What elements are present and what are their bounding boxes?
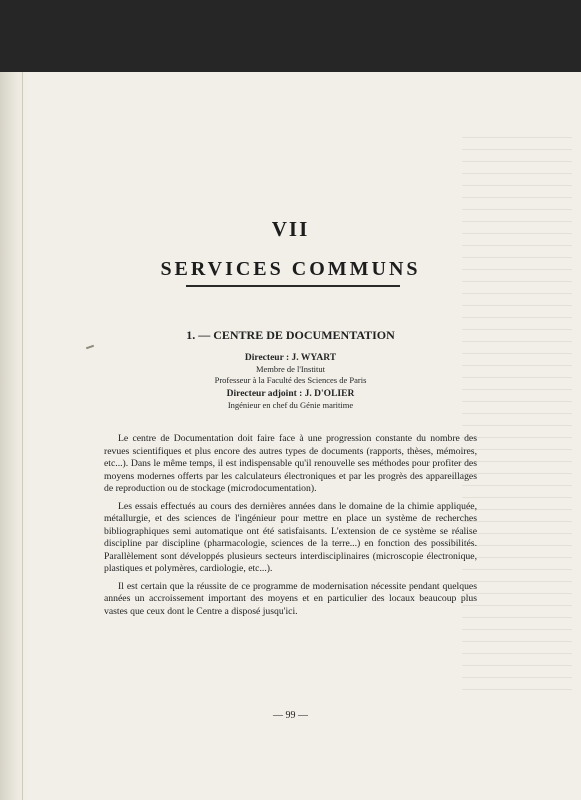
director-line: Professeur à la Faculté des Sciences de Paris [214,375,367,385]
director-credit [0,352,581,386]
deputy-line: Ingénieur en chef du Génie maritime [227,400,354,410]
binding-shadow [0,72,28,800]
page-number: — 99 — [273,710,308,721]
director-role: Directeur : J. WYART [244,353,337,363]
binding-crease [22,72,23,800]
paragraph: Les essais effectués au cours des dernières années dans le domaine de la chimie appliquée, métallurgie, et des sciences de l'ingénieur pour mettre en place un système de recherches bibliographiques semi automatique ont été satisfaisants. L'extension de ce système se réalise discipline par discipline (pharmacologie, sciences de la terre...) en fonction des possibilités. Parallèlement sont développés plusieurs secteurs interdisciplinaires (microscopie électronique, plastiques et polymères, cardiologie, etc...). [104,500,477,574]
section-heading: 1. — CENTRE DE DOCUMENTATION [186,328,395,342]
scanner-background [0,0,581,72]
deputy-role: Directeur adjoint : J. D'OLIER [226,389,355,399]
paragraph: Le centre de Documentation doit faire face à une progression constante du nombre des revues scientifiques et plus encore des autres types de documents (rapports, thèses, mémoires, etc...). Dans le même temps, il est indispensable qu'il renouvelle ses méthodes pour profiter des moyens modernes offerts par les calculateurs électroniques et par les progrès des appareillages de reproduction ou de stockage (microdocumentation). [104,433,477,494]
deputy-credit [0,388,581,411]
paragraph: Il est certain que la réussite de ce programme de modernisation nécessite pendant quelques années un accroissement important des moyens et en particulier des locaux beaucoup plus vastes que ceux dont le Centre a disposé jusqu'ici. [104,580,477,617]
body-text [104,433,477,623]
chapter-number: VII [271,217,310,241]
title-underline [186,285,400,287]
chapter-title: SERVICES COMMUNS [160,258,421,280]
director-line: Membre de l'Institut [255,364,326,374]
